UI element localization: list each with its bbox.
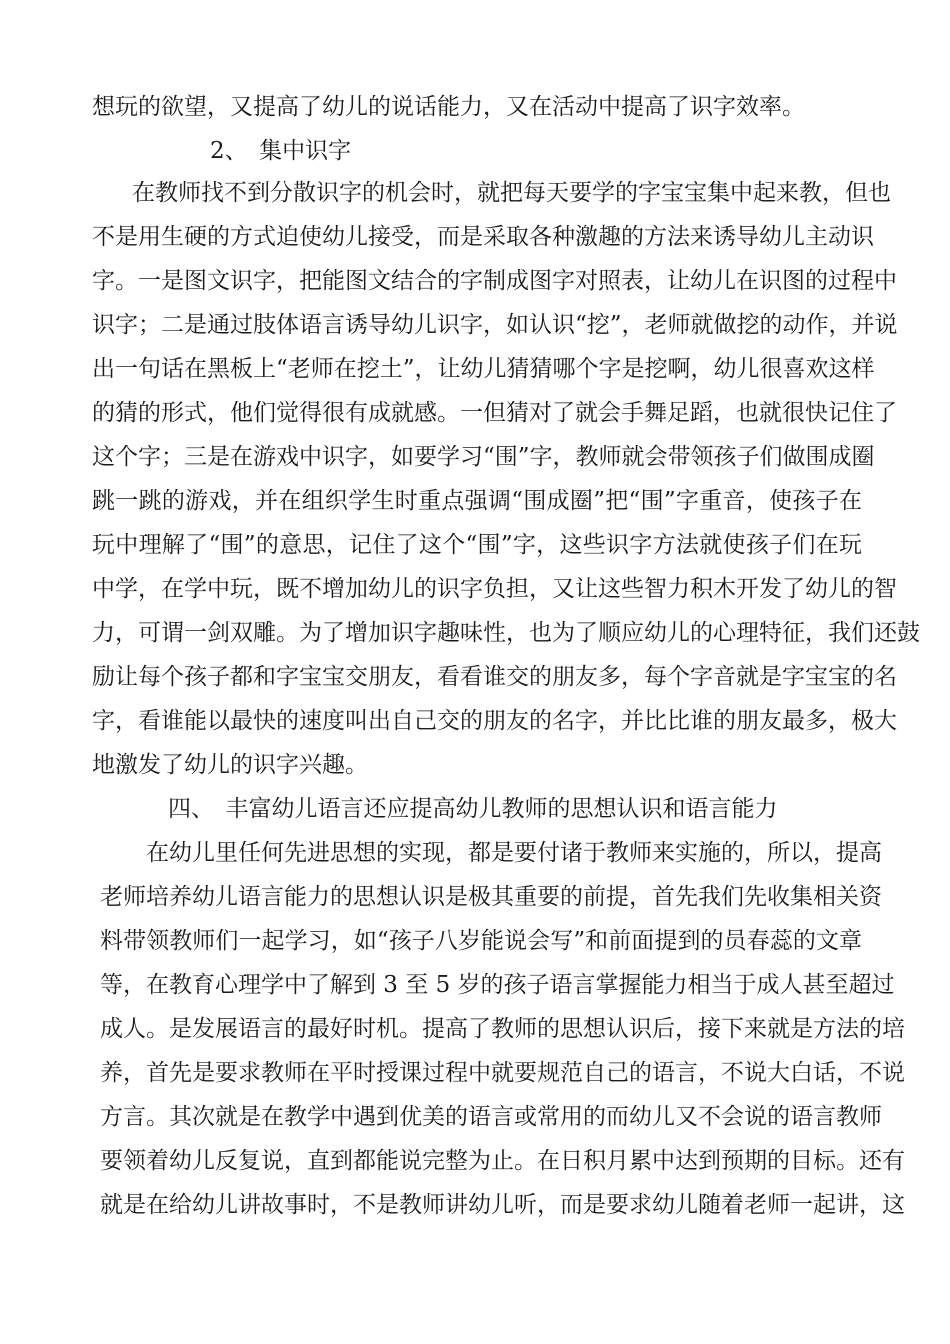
paragraph-line: 养，首先是要求教师在平时授课过程中就要规范自己的语言，不说大白话，不说 [100,1060,905,1086]
paragraph-line: 励让每个孩子都和字宝宝交朋友，看看谁交的朋友多，每个字音就是字宝宝的名 [92,664,897,690]
section-heading-2: 2、 集中识字 [210,138,352,164]
paragraph-line: 方言。其次就是在教学中遇到优美的语言或常用的而幼儿又不会说的语言教师 [100,1104,882,1130]
paragraph-line: 老师培养幼儿语言能力的思想认识是极其重要的前提，首先我们先收集相关资 [100,884,882,910]
paragraph-line: 成人。是发展语言的最好时机。提高了教师的思想认识后，接下来就是方法的培 [100,1016,905,1042]
paragraph-line: 等，在教育心理学中了解到 3 至 5 岁的孩子语言掌握能力相当于成人甚至超过 [100,972,895,998]
paragraph-line: 字。一是图文识字，把能图文结合的字制成图字对照表，让幼儿在识图的过程中 [92,268,897,294]
paragraph-line: 要领着幼儿反复说，直到都能说完整为止。在日积月累中达到预期的目标。还有 [100,1148,905,1174]
paragraph-line: 玩中理解了“围”的意思，记住了这个“围”字，这些识字方法就使孩子们在玩 [92,532,862,558]
paragraph-line: 想玩的欲望，又提高了幼儿的说话能力，又在活动中提高了识字效率。 [92,94,805,120]
paragraph-line: 力，可谓一剑双雕。为了增加识字趣味性，也为了顺应幼儿的心理特征，我们还鼓 [92,620,920,646]
paragraph-line: 出一句话在黑板上“老师在挖土”，让幼儿猜猜哪个字是挖啊，幼儿很喜欢这样 [92,356,875,382]
paragraph-line: 字，看谁能以最快的速度叫出自己交的朋友的名字，并比比谁的朋友最多，极大 [92,708,897,734]
paragraph-line: 在教师找不到分散识字的机会时，就把每天要学的字宝宝集中起来教，但也 [132,180,891,206]
section-heading-4: 四、 丰富幼儿语言还应提高幼儿教师的思想认识和语言能力 [168,796,778,822]
paragraph-line: 料带领教师们一起学习，如“孩子八岁能说会写”和前面提到的员春蕊的文章 [100,928,862,954]
paragraph-line: 在幼儿里任何先进思想的实现，都是要付诸于教师来实施的，所以，提高 [146,840,882,866]
paragraph-line: 的猜的形式，他们觉得很有成就感。一但猜对了就会手舞足蹈，也就很快记住了 [92,400,897,426]
paragraph-line: 中学，在学中玩，既不增加幼儿的识字负担，又让这些智力积木开发了幼儿的智 [92,576,897,602]
paragraph-line: 地激发了幼儿的识字兴趣。 [92,752,368,778]
paragraph-line: 识字；二是通过肢体语言诱导幼儿识字，如认识“挖”，老师就做挖的动作，并说 [92,312,898,338]
paragraph-line: 跳一跳的游戏，并在组织学生时重点强调“围成圈”把“围”字重音，使孩子在 [92,488,862,514]
paragraph-line: 这个字；三是在游戏中识字，如要学习“围”字，教师就会带领孩子们做围成圈 [92,444,875,470]
paragraph-line: 不是用生硬的方式迫使幼儿接受，而是采取各种激趣的方法来诱导幼儿主动识 [92,224,874,250]
paragraph-line: 就是在给幼儿讲故事时，不是教师讲幼儿听，而是要求幼儿随着老师一起讲，这 [100,1192,905,1218]
